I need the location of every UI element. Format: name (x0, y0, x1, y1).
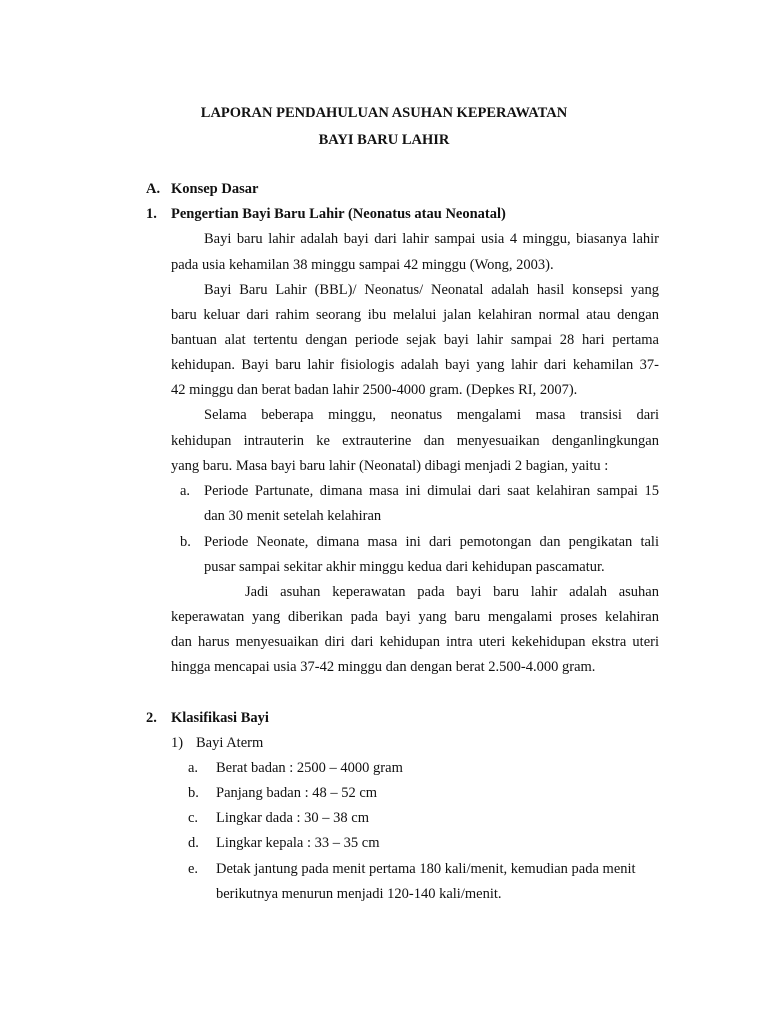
list-item-marker: d. (188, 835, 199, 851)
list-item-text: Panjang badan : 48 – 52 cm (216, 785, 378, 801)
list-item-text: berikutnya menurun menjadi 120-140 kali/menit. (216, 886, 502, 902)
paragraph-line: kehidupan. Bayi baru lahir fisiologis adalah bayi yang lahir dari kehamilan 37- (171, 357, 659, 373)
list-item-marker: e. (188, 861, 199, 877)
list-item-marker: b. (188, 785, 199, 801)
section-a-heading: Konsep Dasar (171, 181, 259, 197)
paragraph-line: Bayi Baru Lahir (BBL)/ Neonatus/ Neonatal adalah hasil konsepsi yang (204, 282, 659, 298)
list-item-marker: a. (180, 483, 191, 499)
list-item-line: dan 30 menit setelah kelahiran (204, 508, 382, 524)
subsection-marker: 1) (171, 735, 184, 751)
list-item-text: Lingkar kepala : 33 – 35 cm (216, 835, 380, 851)
paragraph-line: bantuan alat tertentu dengan periode sejak bayi lahir sampai 28 hari pertama (171, 332, 659, 348)
section-a-marker: A. (146, 181, 161, 197)
list-item-line: pusar sampai sekitar akhir minggu kedua dari kehidupan pascamatur. (204, 559, 605, 575)
list-item-line: Periode Partunate, dimana masa ini dimulai dari saat kelahiran sampai 15 (204, 483, 659, 499)
paragraph-line: Selama beberapa minggu, neonatus mengalami masa transisi dari (204, 407, 659, 423)
section-2-marker: 2. (146, 710, 157, 726)
list-item-text: Detak jantung pada menit pertama 180 kali/menit, kemudian pada menit (216, 861, 636, 877)
document-title-line2: BAYI BARU LAHIR (318, 132, 450, 148)
list-item-text: Berat badan : 2500 – 4000 gram (216, 760, 403, 776)
paragraph-line: baru keluar dari rahim seorang ibu melalui jalan kelahiran normal atau dengan (171, 307, 659, 323)
list-item-marker: b. (180, 534, 191, 550)
paragraph-line: dan harus menyesuaikan diri dari kehidupan intra uteri kekehidupan ekstra uteri (171, 634, 659, 650)
subsection-heading: Bayi Aterm (196, 735, 264, 751)
list-item-marker: a. (188, 760, 199, 776)
paragraph-line: kehidupan intrauterin ke extrauterine dan menyesuaikan denganlingkungan (171, 433, 659, 449)
section-2-heading: Klasifikasi Bayi (171, 710, 269, 726)
list-item-line: Periode Neonate, dimana masa ini dari pemotongan dan pengikatan tali (204, 534, 659, 550)
paragraph-line: 42 minggu dan berat badan lahir 2500-4000 gram. (Depkes RI, 2007). (171, 382, 578, 398)
section-1-marker: 1. (146, 206, 157, 222)
document-title-line1: LAPORAN PENDAHULUAN ASUHAN KEPERAWATAN (200, 105, 568, 121)
paragraph-line: hingga mencapai usia 37-42 minggu dan dengan berat 2.500-4.000 gram. (171, 659, 596, 675)
paragraph-line: yang baru. Masa bayi baru lahir (Neonatal) dibagi menjadi 2 bagian, yaitu : (171, 458, 609, 474)
section-1-heading: Pengertian Bayi Baru Lahir (Neonatus atau Neonatal) (171, 206, 506, 222)
list-item-text: Lingkar dada : 30 – 38 cm (216, 810, 370, 826)
paragraph-line: keperawatan yang diberikan pada bayi yang baru mengalami proses kelahiran (171, 609, 659, 625)
paragraph-line: Jadi asuhan keperawatan pada bayi baru lahir adalah asuhan (245, 584, 659, 600)
paragraph-line: pada usia kehamilan 38 minggu sampai 42 minggu (Wong, 2003). (171, 257, 554, 273)
paragraph-line: Bayi baru lahir adalah bayi dari lahir sampai usia 4 minggu, biasanya lahir (204, 231, 659, 247)
list-item-marker: c. (188, 810, 199, 826)
